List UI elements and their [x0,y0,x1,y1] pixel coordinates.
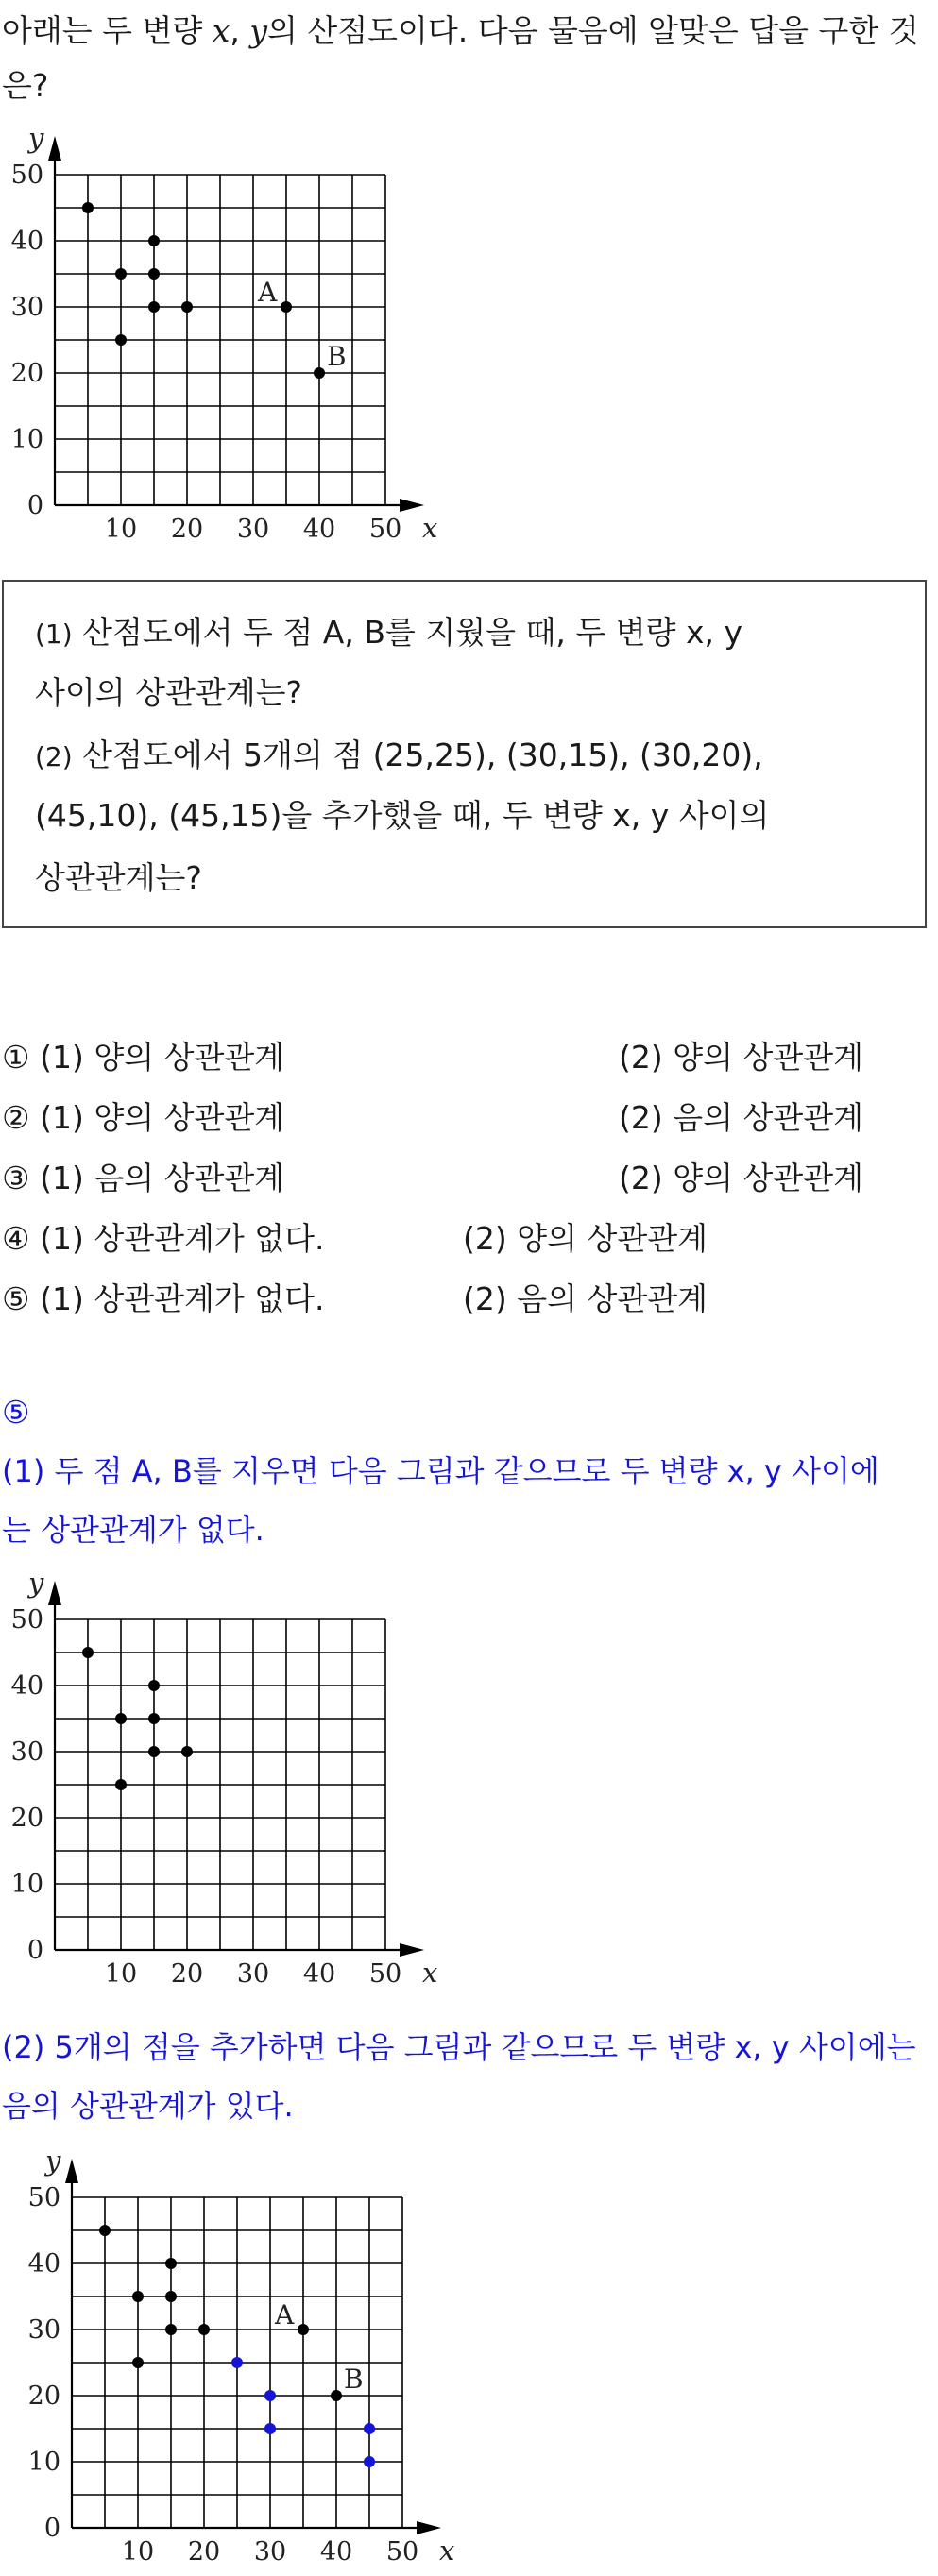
added-data-point [264,2390,276,2401]
y-tick-label: 10 [10,425,43,454]
y-tick-label: 20 [10,359,43,388]
choice-1[interactable]: ① (1) 양의 상관관계 [2,1039,285,1076]
data-point [148,301,160,313]
x-tick-label: 10 [104,515,138,544]
point-label: B [327,341,347,372]
x-tick-label: 40 [302,515,336,544]
choice-3-b: (2) 양의 상관관계 [619,1160,863,1196]
y-tick-label: 0 [26,1936,43,1965]
data-point [132,2291,144,2302]
x-tick-label: 10 [104,1959,138,1989]
y-tick-label: 40 [27,2249,60,2279]
data-point [165,2258,177,2269]
solution-part1-line1: (1) 두 점 A, B를 지우면 다음 그림과 같으므로 두 변량 x, y 사이에 [2,1453,879,1489]
data-point [148,1713,160,1724]
q1-line2: 사이의 상관관계는? [35,674,303,711]
data-point [82,202,94,213]
y-tick-label: 30 [10,1737,43,1767]
y-axis-arrow [65,2159,78,2183]
question-text: 아래는 두 변량 x, y의 산점도이다. 다음 물음에 알맞은 답을 구한 것은? [2,12,919,104]
y-tick-label: 50 [27,2183,60,2212]
data-point [165,2324,177,2335]
x-tick-label: 50 [368,515,402,544]
y-tick-label: 0 [43,2514,60,2543]
choice-4-b: (2) 양의 상관관계 [463,1220,708,1257]
y-axis-label: y [28,122,44,154]
y-axis-label: y [28,1567,44,1599]
added-data-point [364,2456,375,2467]
y-tick-label: 50 [10,161,43,190]
data-point [115,334,127,346]
data-point [99,2225,111,2236]
y-tick-label: 10 [27,2448,60,2477]
x-tick-label: 50 [385,2537,419,2567]
y-tick-label: 40 [10,1671,43,1701]
x-tick-label: 20 [170,1959,204,1989]
x-tick-label: 40 [302,1959,336,1989]
data-point [115,268,127,280]
x-tick-label: 20 [170,515,204,544]
choice-2[interactable]: ② (1) 양의 상관관계 [2,1099,285,1136]
q1-line1: (1) 산점도에서 두 점 A, B를 지웠을 때, 두 변량 x, y [35,614,742,651]
x-axis-arrow [400,499,424,512]
data-point [82,1647,94,1658]
solution-part1-line2: 는 상관관계가 없다. [2,1512,264,1548]
y-axis-arrow [48,1581,61,1605]
x-tick-label: 20 [187,2537,221,2567]
data-point [115,1779,127,1790]
scatter-plot-without-ab [0,1567,438,2002]
y-tick-label: 0 [26,491,43,520]
data-point [148,1680,160,1691]
data-point [115,1713,127,1724]
choice-4[interactable]: ④ (1) 상관관계가 없다. [2,1220,325,1257]
y-tick-label: 10 [10,1870,43,1899]
x-tick-label: 10 [121,2537,155,2567]
data-point [281,301,292,313]
x-tick-label: 30 [253,2537,287,2567]
solution-part2-line1: (2) 5개의 점을 추가하면 다음 그림과 같으므로 두 변량 x, y 사이에는 [2,2029,916,2065]
y-tick-label: 30 [10,293,43,322]
answer-mark: ⑤ [2,1394,30,1431]
solution-part2-line2: 음의 상관관계가 있다. [2,2088,294,2124]
y-tick-label: 40 [10,227,43,256]
choice-5[interactable]: ⑤ (1) 상관관계가 없다. [2,1280,325,1317]
choice-2-b: (2) 음의 상관관계 [619,1099,863,1136]
point-label: A [275,2299,295,2330]
data-point [132,2357,144,2368]
choice-1-b: (2) 양의 상관관계 [619,1039,863,1076]
data-point [148,235,160,246]
added-data-point [364,2423,375,2434]
choice-5-b: (2) 음의 상관관계 [463,1280,708,1317]
y-tick-label: 50 [10,1605,43,1635]
q2-line3: 상관관계는? [35,859,202,896]
point-label: B [344,2364,364,2395]
choice-3[interactable]: ③ (1) 음의 상관관계 [2,1160,285,1196]
data-point [331,2390,342,2401]
data-point [198,2324,210,2335]
point-label: A [258,277,278,308]
added-data-point [264,2423,276,2434]
question-box [2,580,927,928]
y-axis-arrow [48,136,61,161]
x-axis-label: x [422,1957,438,1989]
added-data-point [231,2357,243,2368]
y-tick-label: 30 [27,2315,60,2345]
data-point [181,301,193,313]
q2-line2: (45,10), (45,15)을 추가했을 때, 두 변량 x, y 사이의 [35,797,770,834]
data-point [148,268,160,280]
data-point [165,2291,177,2302]
data-point [181,1746,193,1757]
x-axis-label: x [422,512,438,544]
y-tick-label: 20 [27,2381,60,2411]
x-axis-label: x [439,2534,455,2567]
y-tick-label: 20 [10,1804,43,1833]
x-axis-arrow [400,1943,424,1957]
data-point [148,1746,160,1757]
q2-line1: (2) 산점도에서 5개의 점 (25,25), (30,15), (30,20), [35,737,763,773]
scatter-plot-with-added [17,2144,455,2576]
x-tick-label: 40 [319,2537,353,2567]
x-tick-label: 30 [236,515,270,544]
y-axis-label: y [45,2144,61,2177]
data-point [298,2324,309,2335]
data-point [314,367,325,379]
x-tick-label: 50 [368,1959,402,1989]
x-axis-arrow [417,2521,441,2534]
x-tick-label: 30 [236,1959,270,1989]
scatter-plot-original [0,122,438,557]
